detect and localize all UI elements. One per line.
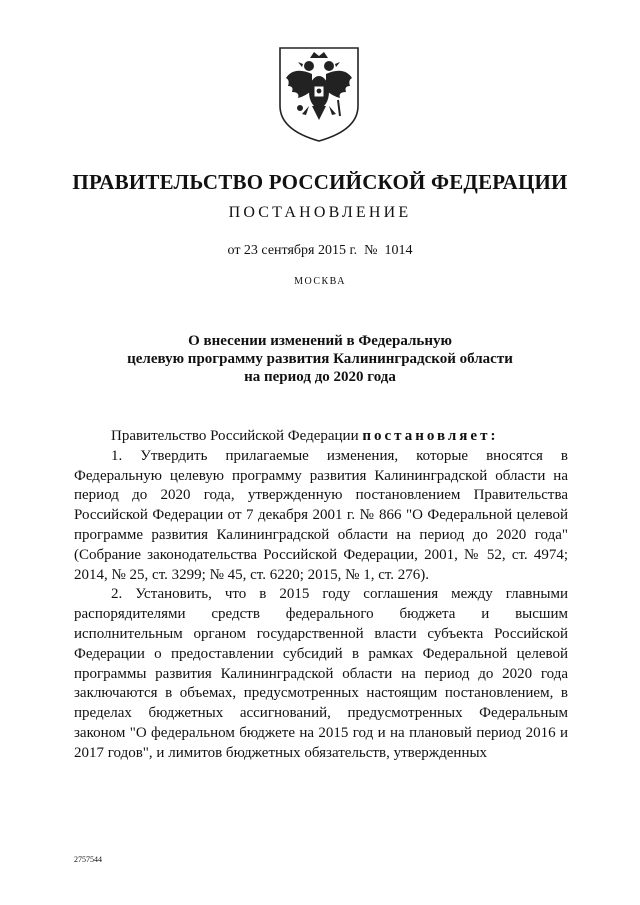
decree-body	[74, 427, 568, 764]
intro-resolves: постановляет:	[362, 428, 499, 444]
subject-line-2: целевую программу развития Калининградской области	[127, 351, 513, 367]
intro-text: Правительство Российской Федерации	[111, 428, 363, 444]
decree-date-number: от 23 сентября 2015 г. № 1014	[227, 243, 413, 258]
subject-line-3: на период до 2020 года	[244, 369, 396, 385]
decree-subject	[0, 332, 640, 386]
document-type: ПОСТАНОВЛЕНИЕ	[228, 204, 412, 221]
document-code: 2757544	[74, 855, 102, 864]
paragraph-2: 2. Установить, что в 2015 году соглашения между главными распорядителями средств федерального бюджета и высшим исполнительным органом государственной власти субъекта Российской Федерации о предоставлении субсидий в рамках Федеральной целевой программы развития Калининградской области на период до 2020 года заключаются в объемах, предусмотренных настоящим постановлением, в пределах бюджетных ассигнований, предусмотренных Федеральным законом "О федеральном бюджете на 2015 год и на плановый период 2016 и 2017 годов", и лимитов бюджетных обязательств, утвержденных	[74, 586, 568, 761]
subject-line-1: О внесении изменений в Федеральную	[188, 333, 452, 349]
government-title: ПРАВИТЕЛЬСТВО РОССИЙСКОЙ ФЕДЕРАЦИИ	[72, 170, 568, 194]
coat-of-arms-emblem	[276, 44, 362, 144]
city-name: МОСКВА	[294, 276, 346, 287]
paragraph-1: 1. Утвердить прилагаемые изменения, которые вносятся в Федеральную целевую программу развития Калининградской области на период до 2020 года, утвержденную постановлением Правительства Российской Федерации от 7 декабря 2001 г. № 866 "О Федеральной целевой программе развития Калининградской области на период до 2020 года" (Собрание законодательства Российской Федерации, 2001, № 52, ст. 4974; 2014, № 25, ст. 3299; № 45, ст. 6220; 2015, № 1, ст. 276).	[74, 447, 568, 583]
intro-paragraph	[74, 427, 568, 447]
